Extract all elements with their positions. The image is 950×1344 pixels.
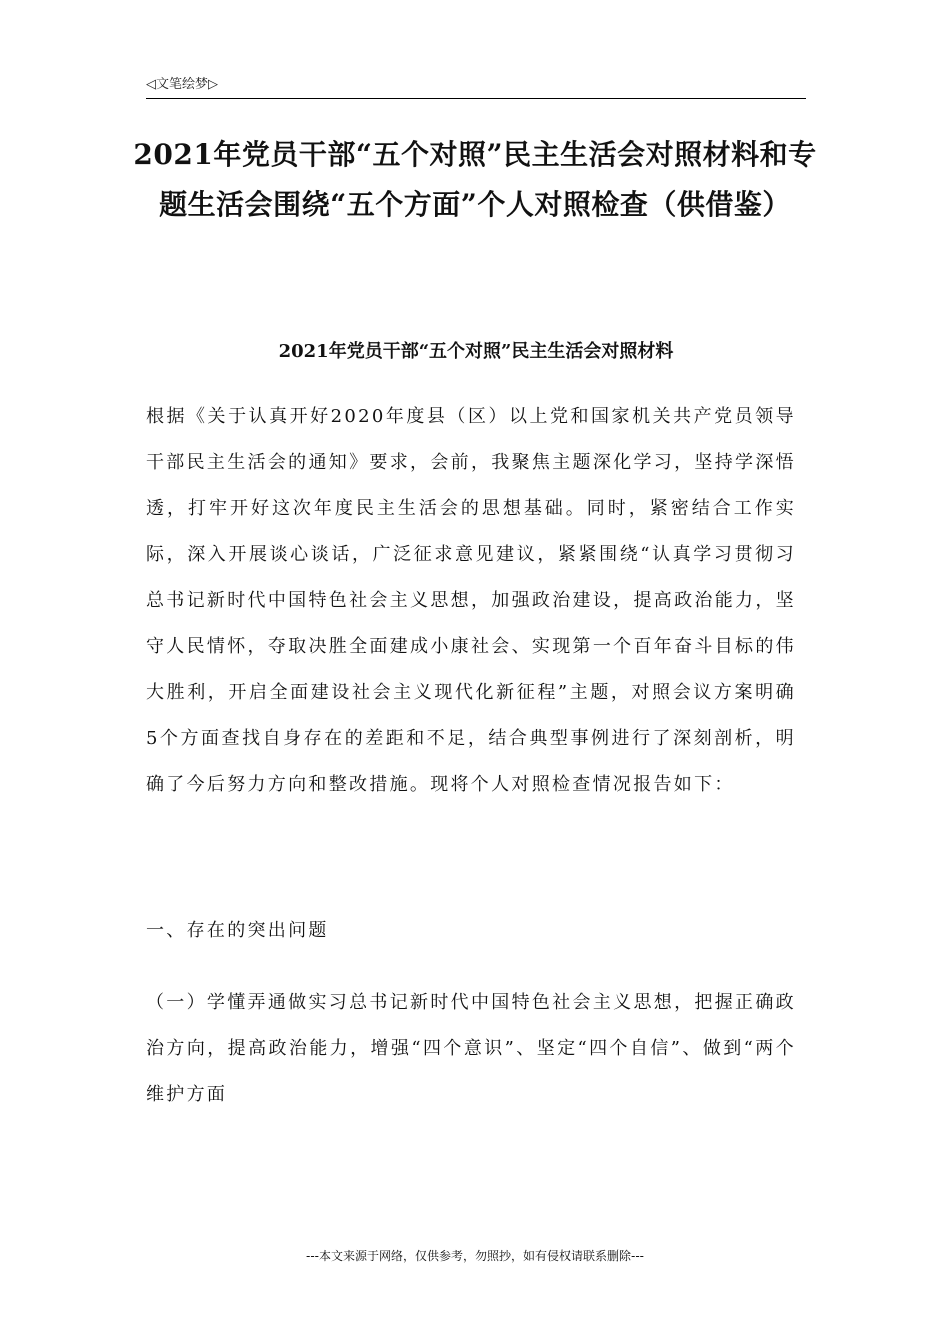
- section-heading-issues: 一、存在的突出问题: [146, 920, 329, 941]
- header-brand-text: ◁文笔绘梦▷: [146, 77, 218, 92]
- header-divider: [146, 98, 806, 99]
- page-footer-disclaimer: ---本文来源于网络，仅供参考，勿照抄，如有侵权请联系删除---: [306, 1249, 644, 1263]
- body-paragraph: （一）学懂弄通做实习总书记新时代中国特色社会主义思想，把握正确政治方向，提高政治能力，增强“四个意识”、坚定“四个自信”、做到“两个维护方面: [146, 992, 796, 1105]
- document-title: 2021年党员干部“五个对照”民主生活会对照材料和专题生活会围绕“五个方面”个人对照检查（供借鉴）: [133, 138, 817, 221]
- page-header: [146, 76, 806, 98]
- body-paragraph: 根据《关于认真开好2020年度县（区）以上党和国家机关共产党员领导干部民主生活会的通知》要求，会前，我聚焦主题深化学习，坚持学深悟透，打牢开好这次年度民主生活会的思想基础。同时，紧密结合工作实际，深入开展谈心谈话，广泛征求意见建议，紧紧围绕“认真学习贯彻习总书记新时代中国特色社会主义思想，加强政治建设，提高政治能力，坚守人民情怀，夺取决胜全面建成小康社会、实现第一个百年奋斗目标的伟大胜利，开启全面建设社会主义现代化新征程”主题，对照会议方案明确5个方面查找自身存在的差距和不足，结合典型事例进行了深刻剖析，明确了今后努力方向和整改措施。现将个人对照检查情况报告如下：: [146, 406, 796, 795]
- section-title: 2021年党员干部“五个对照”民主生活会对照材料: [278, 341, 674, 362]
